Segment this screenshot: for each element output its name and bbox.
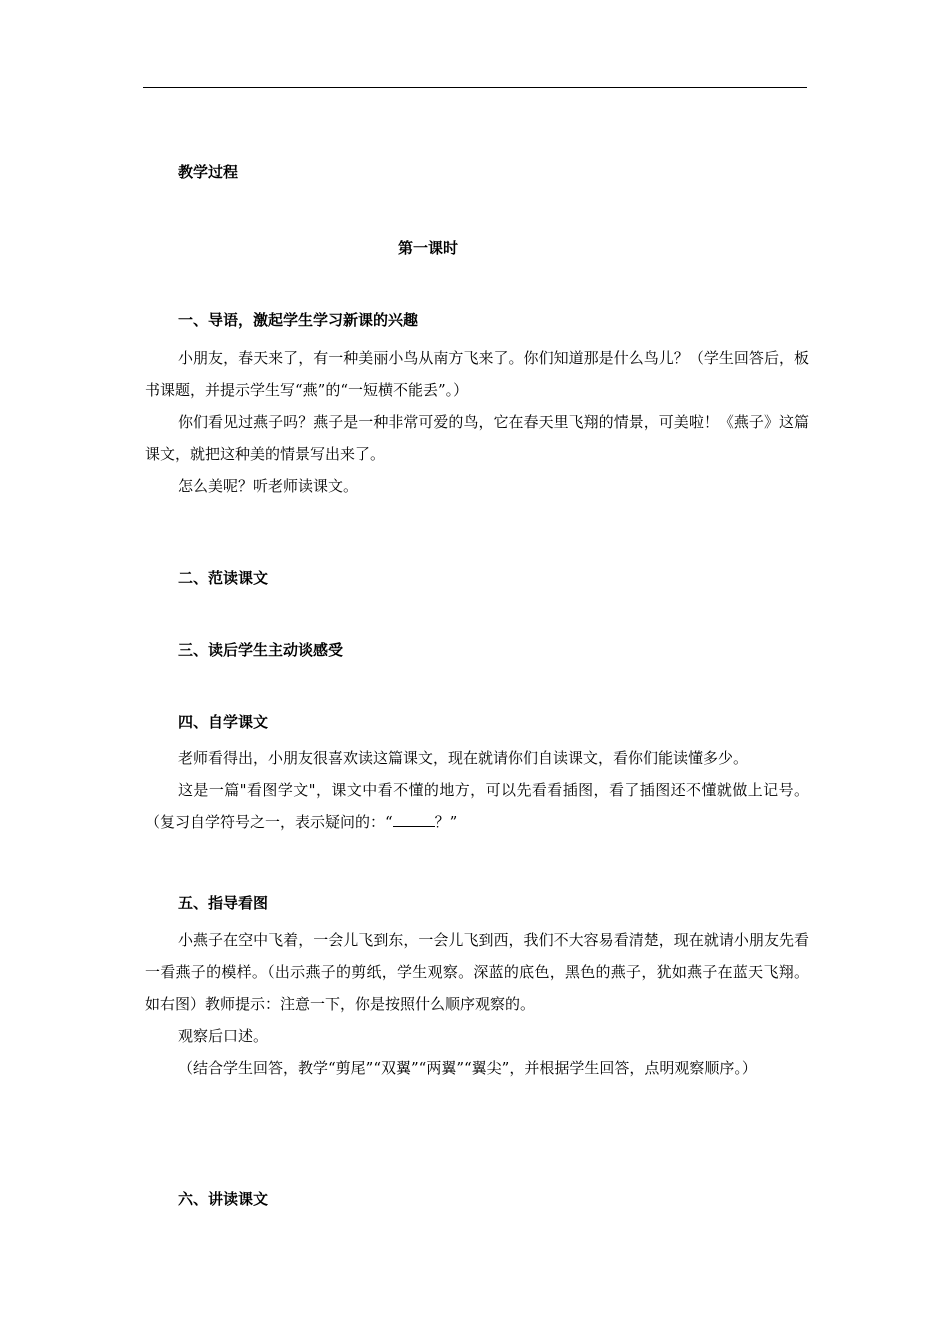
paragraph: 你们看见过燕子吗？燕子是一种非常可爱的鸟，它在春天里飞翔的情景，可美啦！《燕子》这篇课文，就把这种美的情景写出来了。 bbox=[145, 413, 809, 463]
paragraph-text: 这是一篇"看图学文"，课文中看不懂的地方，可以先看看插图，看了插图还不懂就做上记号。（复习自学符号之一，表示疑问的：“ bbox=[145, 781, 809, 831]
section-title: 教学过程 bbox=[178, 163, 239, 181]
paragraph: 小燕子在空中飞着，一会儿飞到东，一会儿飞到西，我们不大容易看清楚，现在就请小朋友先看一看燕子的模样。（出示燕子的剪纸，学生观察。深蓝的底色，黑色的燕子，犹如燕子在蓝天飞翔。如右图）教师提示：注意一下，你是按照什么顺序观察的。 bbox=[145, 931, 809, 1013]
paragraph: 老师看得出，小朋友很喜欢读这篇课文，现在就请你们自读课文，看你们能读懂多少。 bbox=[178, 749, 749, 767]
paragraph: 怎么美呢？听老师读课文。 bbox=[178, 477, 359, 495]
question-blank bbox=[393, 812, 435, 827]
part-body-1 bbox=[145, 342, 809, 502]
part-heading-4: 四、自学课文 bbox=[178, 713, 269, 731]
part-heading-1: 一、导语，激起学生学习新课的兴趣 bbox=[178, 311, 419, 329]
paragraph: （结合学生回答，教学“剪尾”“双翼”“两翼”“翼尖”，并根据学生回答，点明观察顺序。） bbox=[178, 1059, 757, 1077]
part-body-5 bbox=[145, 924, 809, 1084]
paragraph: 小朋友，春天来了，有一种美丽小鸟从南方飞来了。你们知道那是什么鸟儿？（学生回答后，板书课题，并提示学生写“燕”的“一短横不能丢”。） bbox=[145, 349, 809, 399]
lesson-title: 第一课时 bbox=[397, 239, 458, 257]
part-heading-3: 三、读后学生主动谈感受 bbox=[178, 641, 344, 659]
part-heading-2: 二、范读课文 bbox=[178, 569, 269, 587]
header-rule bbox=[143, 87, 807, 88]
paragraph bbox=[145, 774, 809, 838]
paragraph-text-end: ？” bbox=[434, 813, 458, 831]
part-heading-5: 五、指导看图 bbox=[178, 894, 269, 912]
part-heading-6: 六、讲读课文 bbox=[178, 1190, 269, 1208]
part-body-4 bbox=[145, 742, 809, 838]
paragraph: 观察后口述。 bbox=[178, 1027, 269, 1045]
